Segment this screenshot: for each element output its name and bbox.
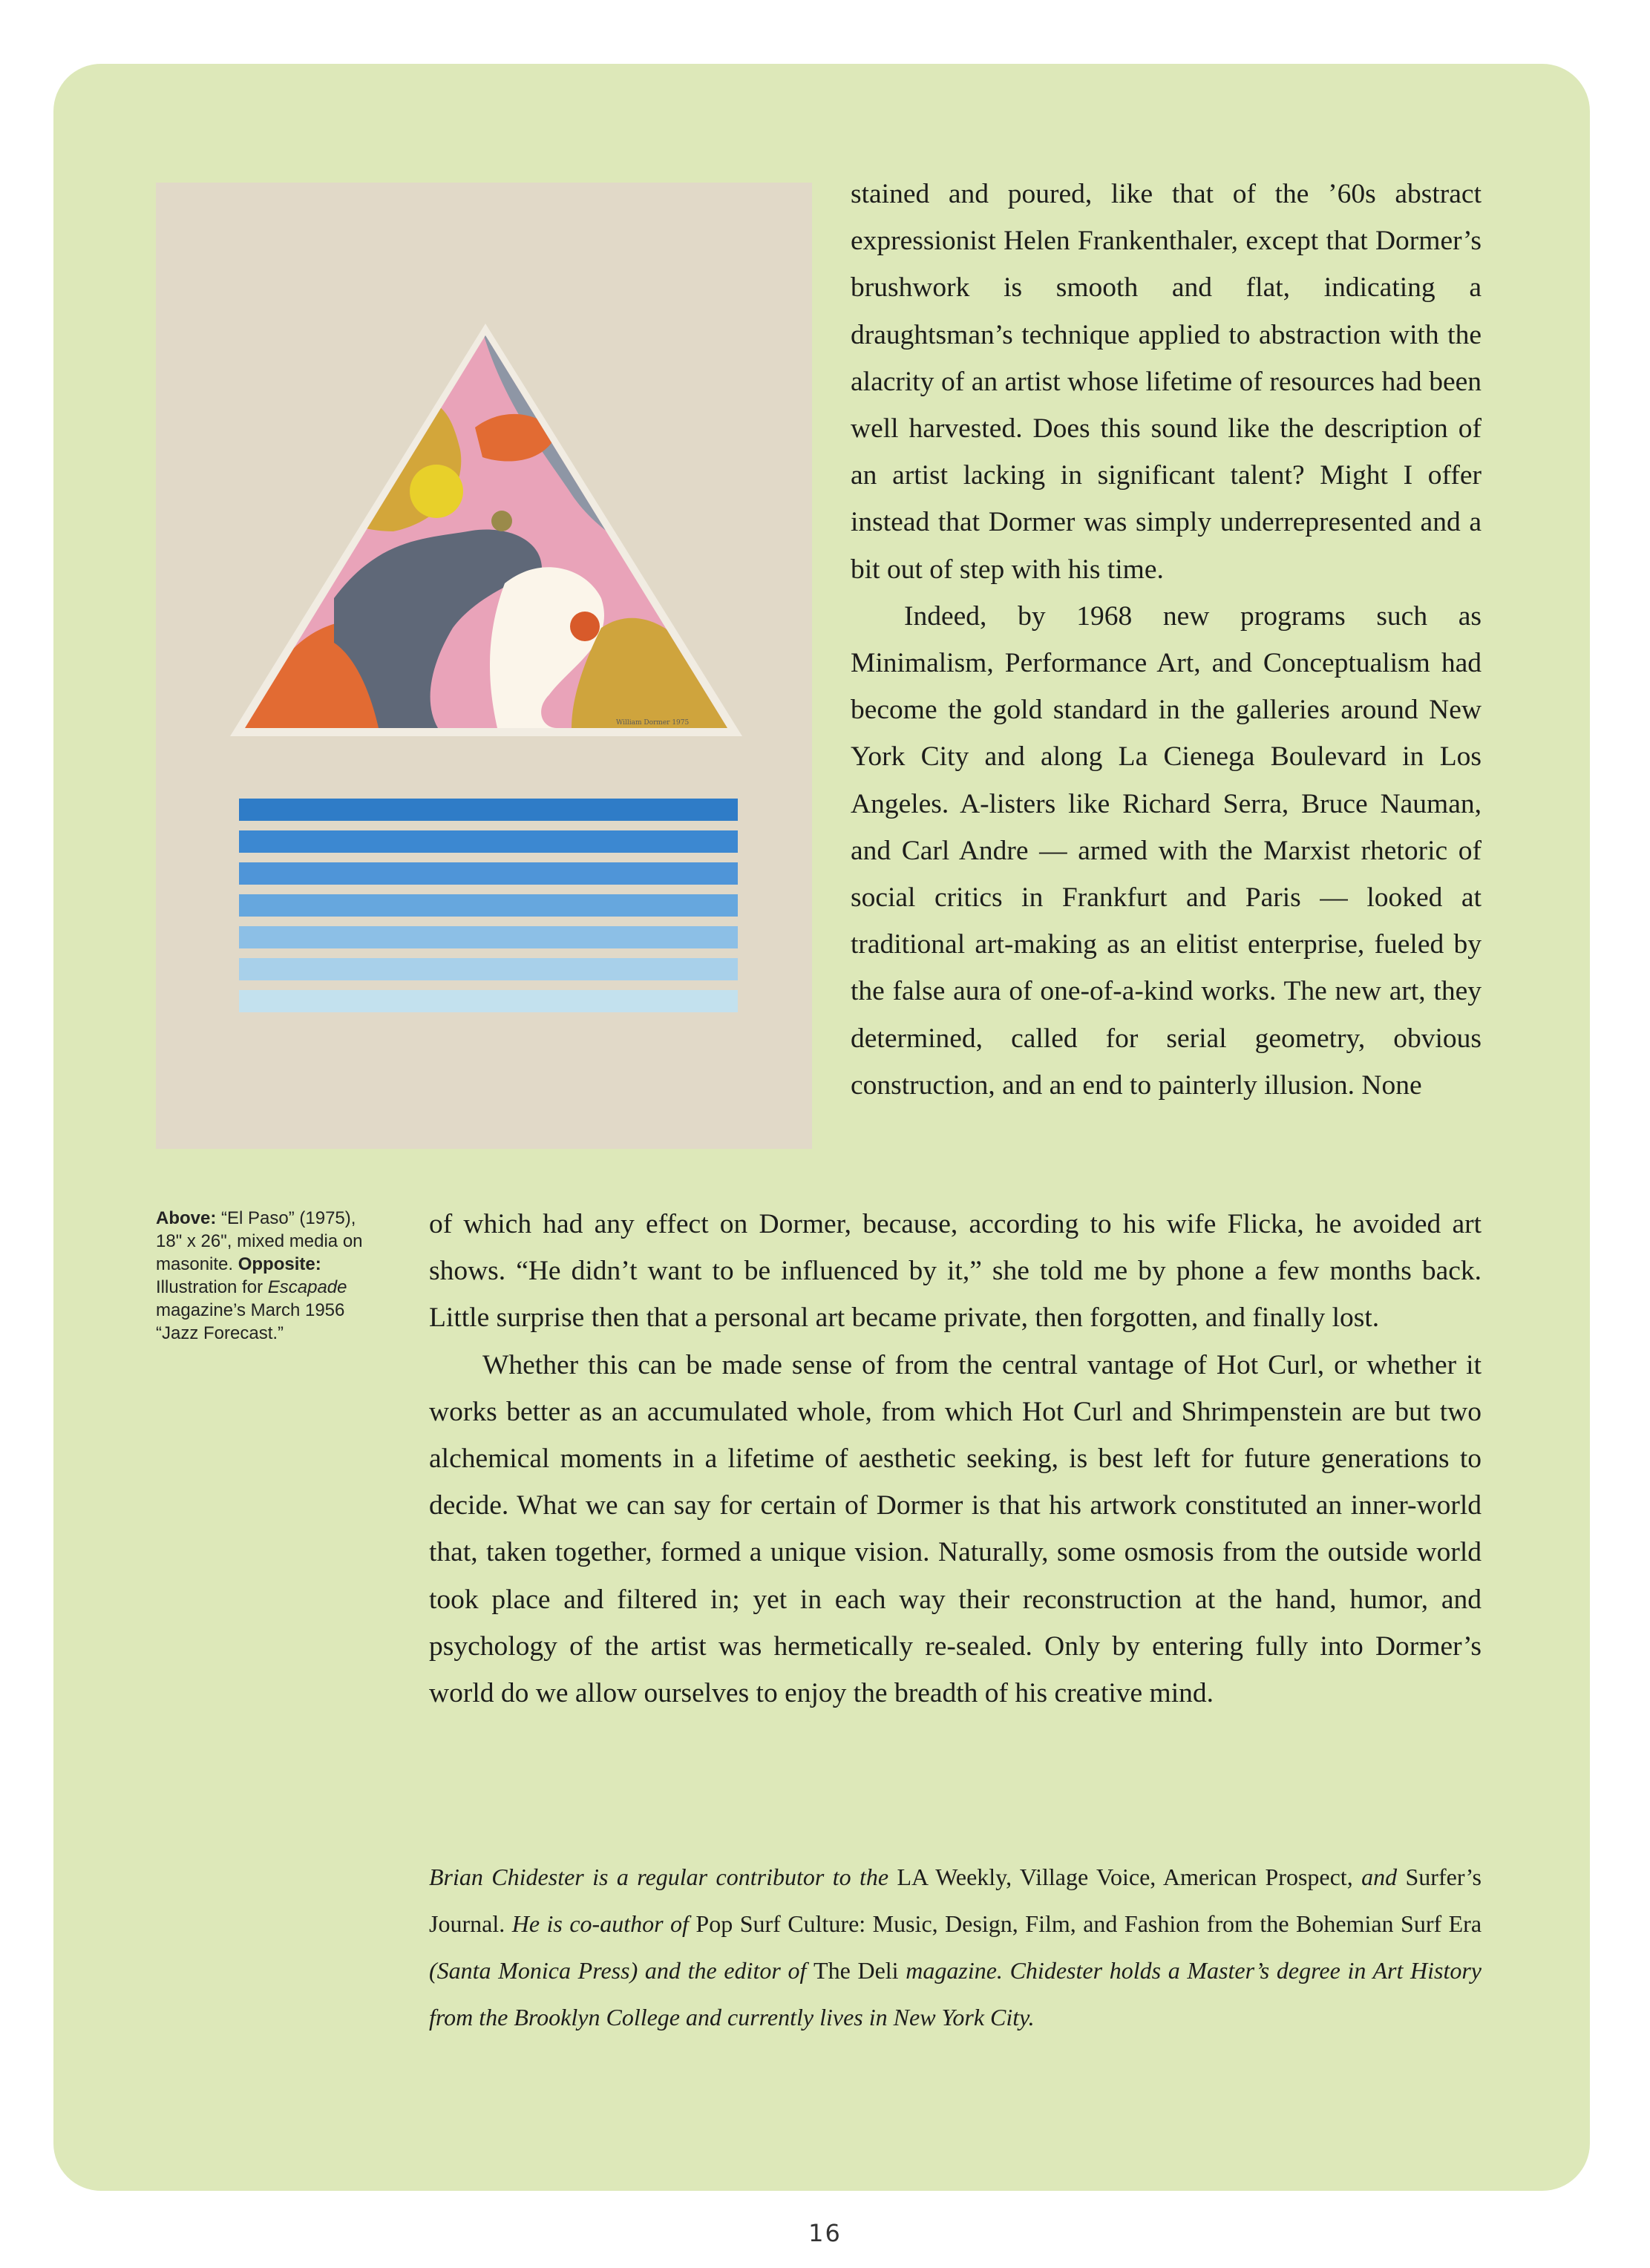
bio-text: He is co-author of	[511, 1910, 696, 1937]
caption-opposite-text: Illustration for	[156, 1277, 268, 1297]
figure-caption	[156, 1207, 379, 1345]
article-column-main	[429, 1201, 1482, 1717]
bio-publication: Surfer’s Journal.	[429, 1864, 1482, 1937]
painting-image	[156, 183, 812, 1149]
bio-text: (Santa Monica Press) and the editor of	[429, 1957, 814, 1984]
stripe-5	[239, 926, 738, 948]
stripe-7	[239, 990, 738, 1012]
bio-publications: LA Weekly, Village Voice, American Prospect,	[897, 1864, 1362, 1890]
caption-above-text: “El Paso” (1975), 18" x 26", mixed media on masonite.	[156, 1208, 363, 1274]
author-bio	[429, 1854, 1482, 2041]
article-column-top	[851, 171, 1482, 1109]
page-number: 16	[808, 2219, 842, 2247]
stripe-group	[239, 799, 738, 1012]
bio-text: and	[1361, 1864, 1406, 1890]
bio-magazine-title: The Deli	[813, 1957, 906, 1984]
shape-yellow-sun	[410, 465, 463, 518]
shape-olive-dot	[491, 511, 512, 531]
bio-text: magazine. Chidester holds a Master’s degree in Art History from the Brooklyn College and currently lives in New York City.	[429, 1957, 1482, 2031]
stripe-3	[239, 862, 738, 885]
shape-orange-dot	[570, 612, 600, 641]
article-paragraph: Whether this can be made sense of from the central vantage of Hot Curl, or whether it works better as an accumulated whole, from which Hot Curl and Shrimpenstein are but two alchemical moments in a lifetime of aesthetic seeking, is best left for future generations to decide. What we can say for certain of Dormer is that his artwork constituted an inner-world that, taken together, formed a unique vision. Naturally, some osmosis from the outside world took place and filtered in; yet in each way their reconstruction at the hand, humor, and psychology of the artist was hermetically re-sealed. Only by entering fully into Dormer’s world do we allow ourselves to enjoy the breadth of his creative mind.	[429, 1349, 1482, 1709]
painting-signature: William Dormer 1975	[616, 719, 690, 727]
bio-text: Brian Chidester is a regular contributor to the	[429, 1864, 897, 1890]
el-paso-painting	[156, 183, 812, 1149]
stripe-6	[239, 958, 738, 980]
stripe-1	[239, 799, 738, 821]
article-paragraph: Indeed, by 1968 new programs such as Minimalism, Performance Art, and Conceptualism had become the gold standard in the galleries around New York City and along La Cienega Boulevard in Los Angeles. A-listers like Richard Serra, Bruce Nauman, and Carl Andre — armed with the Marxist rhetoric of social critics in Frankfurt and Paris — looked at traditional art-making as an elitist enterprise, fueled by the false aura of one-of-a-kind works. The new art, they determined, called for serial geometry, obvious construction, and an end to painterly illusion. None	[851, 600, 1482, 1101]
article-paragraph: of which had any effect on Dormer, because, according to his wife Flicka, he avoided art shows. “He didn’t want to be influenced by it,” she told me by phone a few months back. Little surprise then that a personal art became private, then forgotten, and finally lost.	[429, 1209, 1482, 1334]
bio-book-title: Pop Surf Culture: Music, Design, Film, and Fashion from the Bohemian Surf Era	[695, 1910, 1482, 1937]
caption-opposite-label: Opposite:	[238, 1254, 321, 1274]
caption-above-label: Above:	[156, 1208, 217, 1228]
article-paragraph: stained and poured, like that of the ’​60s abstract expressionist Helen Frankenthaler, except that Dormer’s brushwork is smooth and flat, indicating a draughtsman’s technique applied to abstraction with the alacrity of an artist whose lifetime of resources had been well harvested. Does this sound like the description of an artist lacking in significant talent? Might I offer instead that Dormer was simply underrepresented and a bit out of step with his time.	[851, 179, 1482, 585]
stripe-2	[239, 830, 738, 853]
stripe-4	[239, 894, 738, 917]
caption-opposite-text-end: magazine’s March 1956 “Jazz Forecast.”	[156, 1300, 345, 1343]
caption-magazine-title: Escapade	[267, 1277, 347, 1297]
